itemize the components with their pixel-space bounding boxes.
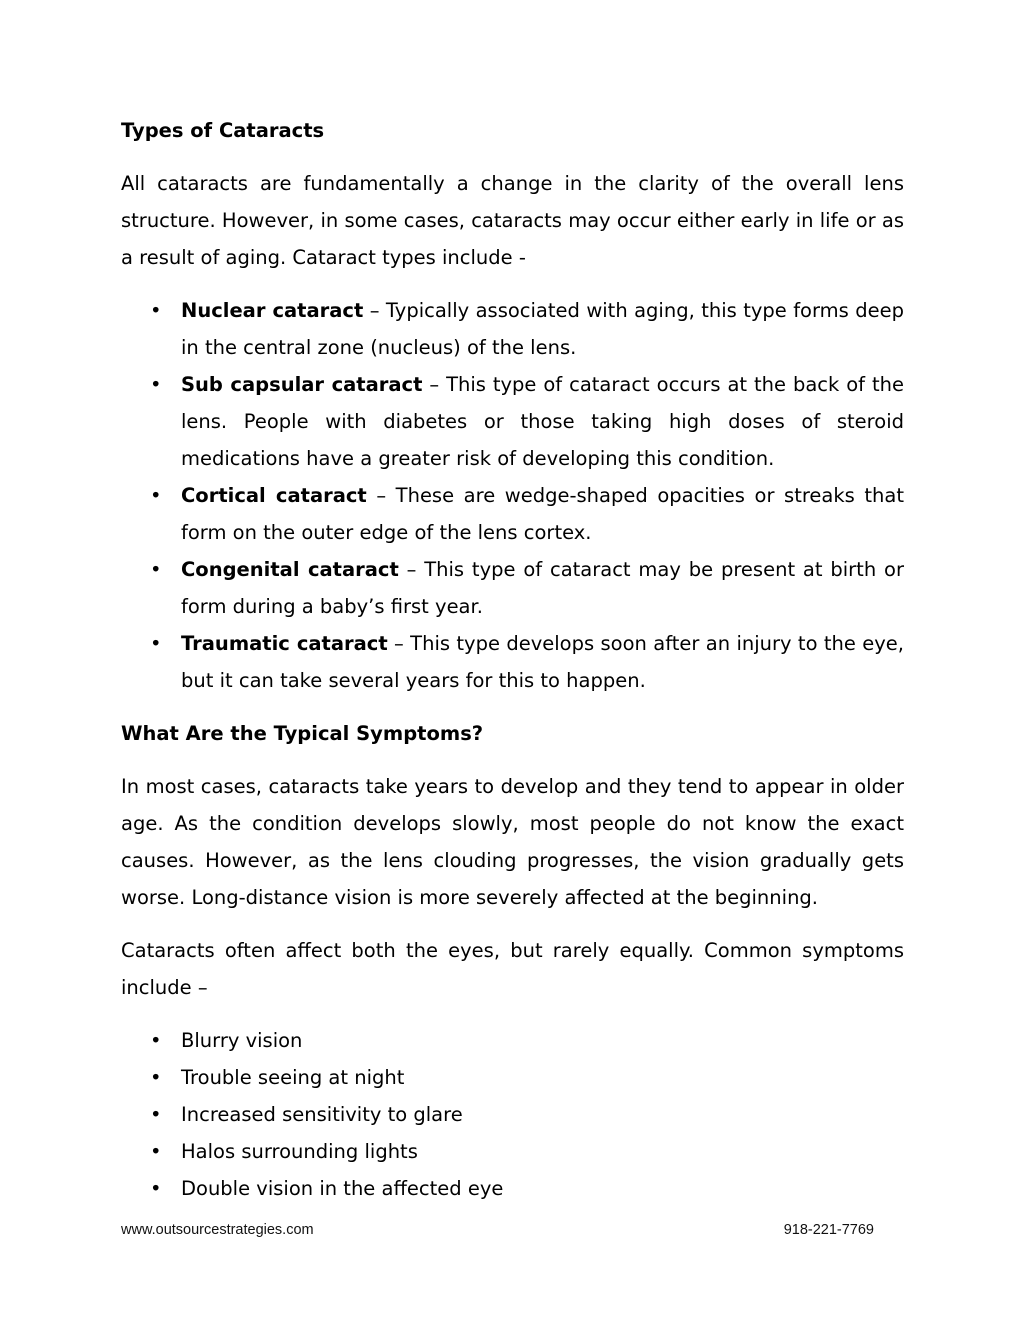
bullet-icon: • (150, 484, 162, 507)
symptoms-para-2: Cataracts often affect both the eyes, but rarely equally. Common symptoms include – (121, 939, 904, 999)
list-item (121, 625, 904, 699)
list-item-text: Double vision in the affected eye (181, 1177, 504, 1200)
symptoms-list (121, 1022, 904, 1207)
list-item (121, 1133, 904, 1170)
page-footer (121, 1222, 874, 1238)
footer-phone: 918-221-7769 (783, 1222, 874, 1238)
types-heading: Types of Cataracts (121, 119, 325, 142)
list-item-text: Halos surrounding lights (181, 1140, 418, 1163)
list-item (121, 366, 904, 477)
list-item (121, 1096, 904, 1133)
bullet-icon: • (150, 1177, 162, 1200)
list-item-text: – Typically associated with aging, this type forms deep in the central zone (nucleus) of the lens. (181, 299, 904, 359)
cataract-types-list (121, 292, 904, 699)
list-item (121, 1059, 904, 1096)
bullet-icon: • (150, 1103, 162, 1126)
symptoms-para-1: In most cases, cataracts take years to develop and they tend to appear in older age. As the condition develops slowly, most people do not know the exact causes. However, as the lens clouding progresses, the vision gradually gets worse. Long-distance vision is more severely affected at the beginning. (121, 775, 904, 909)
list-item-text: – This type of cataract occurs at the back of the lens. People with diabetes or those taking high doses of steroid medications have a greater risk of developing this condition. (181, 373, 904, 470)
list-item (121, 292, 904, 366)
list-item-term: Congenital cataract (181, 558, 399, 581)
list-item-text: Increased sensitivity to glare (181, 1103, 463, 1126)
list-item-term: Cortical cataract (181, 484, 367, 507)
types-intro: All cataracts are fundamentally a change in the clarity of the overall lens structure. However, in some cases, cataracts may occur either early in life or as a result of aging. Cataract types include - (121, 172, 904, 269)
bullet-icon: • (150, 1066, 162, 1089)
list-item (121, 1022, 904, 1059)
list-item (121, 477, 904, 551)
bullet-icon: • (150, 632, 162, 655)
list-item-text: – These are wedge-shaped opacities or streaks that form on the outer edge of the lens cortex. (181, 484, 905, 544)
bullet-icon: • (150, 373, 162, 396)
symptoms-heading: What Are the Typical Symptoms? (121, 722, 484, 745)
list-item-term: Nuclear cataract (181, 299, 364, 322)
bullet-icon: • (150, 558, 162, 581)
list-item-text: – This type develops soon after an injury to the eye, but it can take several years for this to happen. (181, 632, 904, 692)
list-item (121, 551, 904, 625)
footer-website: www.outsourcestrategies.com (121, 1222, 314, 1238)
bullet-icon: • (150, 299, 162, 322)
bullet-icon: • (150, 1029, 162, 1052)
list-item (121, 1170, 904, 1207)
list-item-term: Sub capsular cataract (181, 373, 423, 396)
bullet-icon: • (150, 1140, 162, 1163)
list-item-text: Blurry vision (181, 1029, 303, 1052)
list-item-term: Traumatic cataract (181, 632, 388, 655)
document-page (121, 112, 904, 1207)
list-item-text: – This type of cataract may be present at birth or form during a baby’s first year. (181, 558, 904, 618)
list-item-text: Trouble seeing at night (181, 1066, 405, 1089)
